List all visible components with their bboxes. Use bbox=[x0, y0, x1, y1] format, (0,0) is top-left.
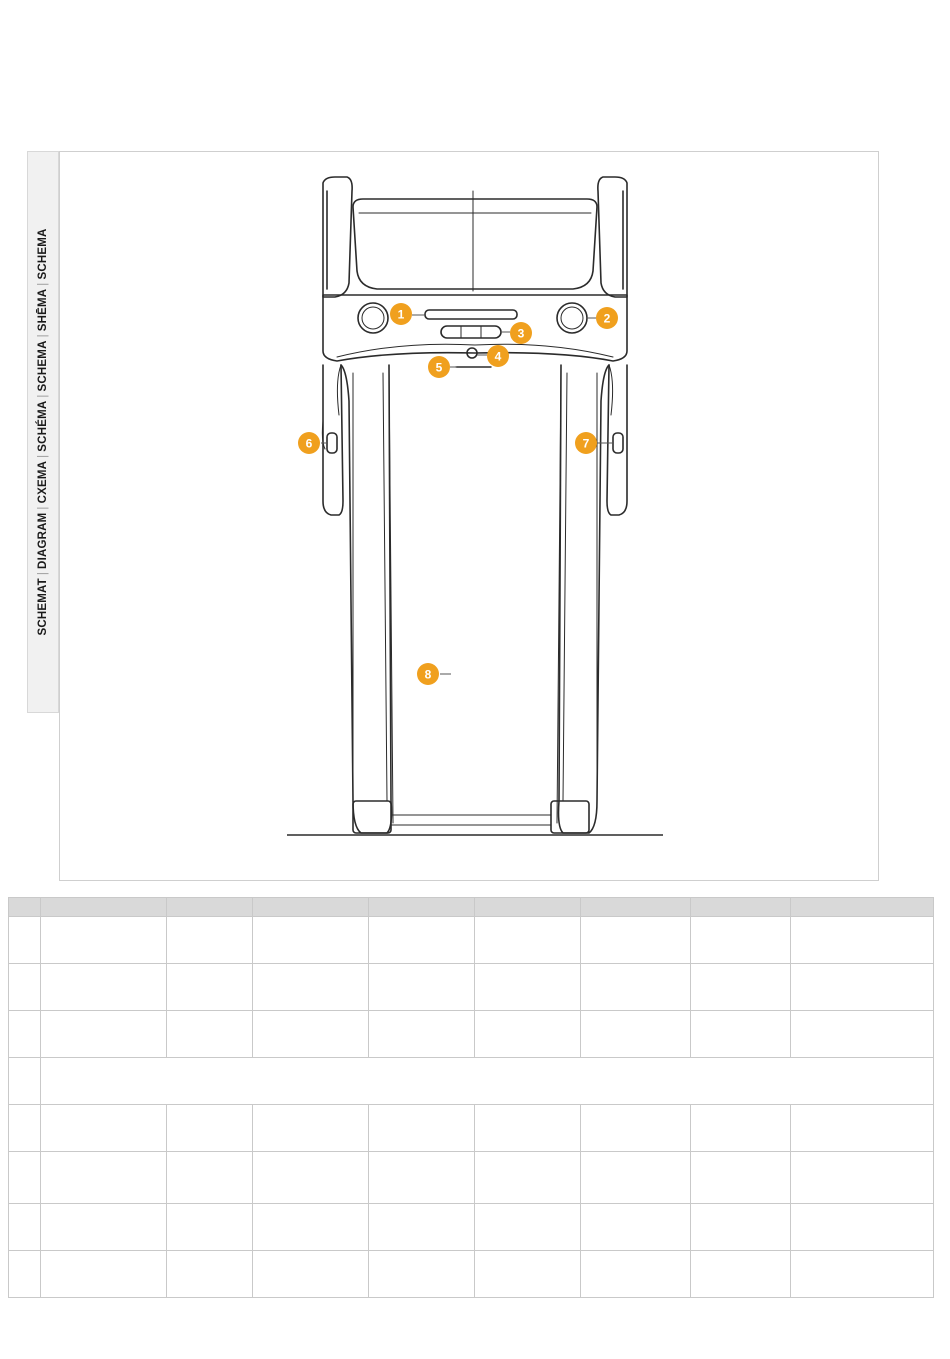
language-side-tab bbox=[27, 151, 59, 713]
tab-label-sk: SCHEMA bbox=[37, 340, 49, 392]
table-header-cell bbox=[41, 898, 167, 917]
table-row bbox=[9, 1058, 934, 1105]
table-cell bbox=[167, 964, 253, 1011]
table-cell bbox=[581, 964, 691, 1011]
table-header-cell bbox=[581, 898, 691, 917]
table-cell bbox=[791, 1011, 934, 1058]
table-cell bbox=[167, 1251, 253, 1298]
table-row bbox=[9, 1251, 934, 1298]
table-cell bbox=[369, 917, 475, 964]
callout-4-label: 4 bbox=[494, 349, 502, 364]
table-row bbox=[9, 1105, 934, 1152]
table-cell bbox=[791, 1204, 934, 1251]
table-cell bbox=[691, 917, 791, 964]
table-cell bbox=[791, 1251, 934, 1298]
table-cell bbox=[791, 1105, 934, 1152]
table-row bbox=[9, 1152, 934, 1204]
table-merged-cell bbox=[41, 1058, 934, 1105]
callout-1-label: 1 bbox=[397, 307, 405, 322]
table-cell bbox=[581, 1152, 691, 1204]
table-cell bbox=[9, 917, 41, 964]
tab-label-ru: CXEMA bbox=[37, 460, 49, 504]
table-cell bbox=[581, 917, 691, 964]
table-cell bbox=[167, 1152, 253, 1204]
table-cell bbox=[41, 917, 167, 964]
table-cell bbox=[41, 1152, 167, 1204]
table-cell bbox=[41, 1204, 167, 1251]
tab-separator: | bbox=[37, 571, 49, 576]
callout-1 bbox=[390, 303, 412, 325]
tab-label-cz: SCHÉMA bbox=[37, 400, 49, 452]
table-row bbox=[9, 1011, 934, 1058]
table-cell bbox=[475, 917, 581, 964]
callout-8 bbox=[417, 663, 439, 685]
table-cell bbox=[691, 1152, 791, 1204]
callout-5-label: 5 bbox=[435, 360, 443, 375]
table-cell bbox=[691, 1251, 791, 1298]
table-cell bbox=[581, 1011, 691, 1058]
callout-6 bbox=[298, 432, 320, 454]
tab-separator: | bbox=[37, 506, 49, 510]
callout-5 bbox=[428, 356, 450, 378]
table-cell bbox=[369, 1011, 475, 1058]
table-cell bbox=[253, 1204, 369, 1251]
table-cell bbox=[791, 1152, 934, 1204]
table-row bbox=[9, 917, 934, 964]
callout-4 bbox=[487, 345, 509, 367]
table-cell bbox=[41, 1011, 167, 1058]
table-cell bbox=[691, 964, 791, 1011]
tab-separator: | bbox=[37, 282, 49, 286]
callout-3-label: 3 bbox=[517, 326, 525, 341]
table-cell bbox=[253, 1251, 369, 1298]
table-cell bbox=[369, 1152, 475, 1204]
callout-2-label: 2 bbox=[603, 311, 611, 326]
table-cell bbox=[691, 1204, 791, 1251]
table-header-cell bbox=[167, 898, 253, 917]
table-cell bbox=[167, 1204, 253, 1251]
table-cell bbox=[41, 1105, 167, 1152]
table-cell bbox=[475, 1152, 581, 1204]
tab-label-de: SCHEMA bbox=[37, 228, 49, 280]
table-cell bbox=[253, 964, 369, 1011]
table-header-cell bbox=[791, 898, 934, 917]
callout-7-label: 7 bbox=[582, 436, 590, 451]
table-cell bbox=[9, 1105, 41, 1152]
callout-2 bbox=[596, 307, 618, 329]
table-cell bbox=[167, 1105, 253, 1152]
table-cell bbox=[475, 1204, 581, 1251]
table-cell bbox=[9, 964, 41, 1011]
table-cell bbox=[791, 917, 934, 964]
tab-label-pl: SCHEMAT bbox=[37, 578, 49, 636]
table-cell bbox=[41, 1251, 167, 1298]
table-cell bbox=[475, 1251, 581, 1298]
table-cell bbox=[691, 1105, 791, 1152]
treadmill-diagram bbox=[60, 152, 880, 882]
diagram-frame bbox=[59, 151, 879, 881]
table-cell bbox=[369, 964, 475, 1011]
table-header-cell bbox=[691, 898, 791, 917]
table-cell bbox=[167, 917, 253, 964]
side-tab-label-group bbox=[37, 228, 49, 635]
tab-label-en: DIAGRAM bbox=[37, 512, 49, 569]
table-cell bbox=[9, 1011, 41, 1058]
table-header-cell bbox=[9, 898, 41, 917]
table-cell bbox=[369, 1251, 475, 1298]
table-header-cell bbox=[253, 898, 369, 917]
callout-3 bbox=[510, 322, 532, 344]
tab-separator: | bbox=[37, 454, 49, 458]
table-cell bbox=[9, 1251, 41, 1298]
table-cell bbox=[9, 1058, 41, 1105]
tab-separator: | bbox=[37, 394, 49, 398]
callout-8-label: 8 bbox=[424, 667, 432, 682]
table-cell bbox=[581, 1251, 691, 1298]
table-cell bbox=[369, 1105, 475, 1152]
table-header-cell bbox=[475, 898, 581, 917]
table-cell bbox=[475, 964, 581, 1011]
table-row bbox=[9, 964, 934, 1011]
callout-7 bbox=[575, 432, 597, 454]
table-cell bbox=[41, 964, 167, 1011]
table-cell bbox=[9, 1204, 41, 1251]
tab-label-lv: SHĒMA bbox=[37, 288, 49, 332]
table-cell bbox=[475, 1011, 581, 1058]
table-cell bbox=[475, 1105, 581, 1152]
table-cell bbox=[691, 1011, 791, 1058]
callout-6-label: 6 bbox=[305, 436, 313, 451]
table-cell bbox=[167, 1011, 253, 1058]
tab-separator: | bbox=[37, 334, 49, 338]
table-cell bbox=[791, 964, 934, 1011]
table-cell bbox=[253, 1011, 369, 1058]
table-row bbox=[9, 1204, 934, 1251]
table-cell bbox=[369, 1204, 475, 1251]
table-cell bbox=[253, 1105, 369, 1152]
table-cell bbox=[581, 1204, 691, 1251]
table-cell bbox=[9, 1152, 41, 1204]
table-cell bbox=[253, 1152, 369, 1204]
table-header-row bbox=[9, 898, 934, 917]
table-cell bbox=[253, 917, 369, 964]
table-cell bbox=[581, 1105, 691, 1152]
table-header-cell bbox=[369, 898, 475, 917]
spec-table bbox=[8, 897, 934, 1298]
